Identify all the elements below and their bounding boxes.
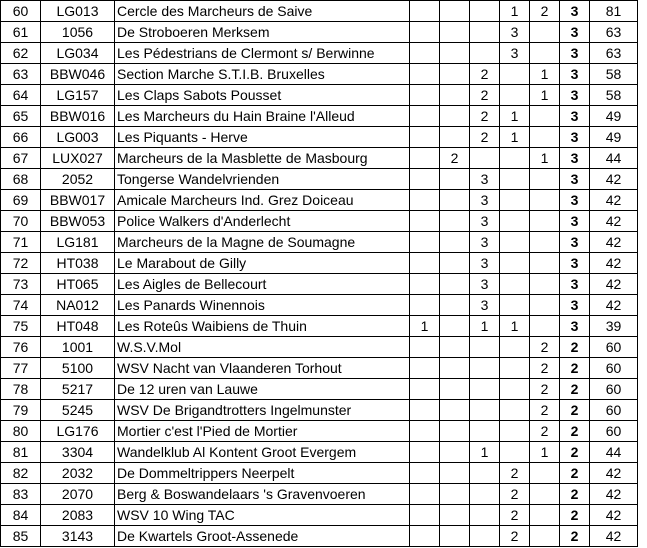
- cell-club-code: NA012: [41, 295, 115, 316]
- cell-rank: 74: [1, 295, 41, 316]
- cell-count-3: 3: [470, 190, 500, 211]
- cell-club-code: LG181: [41, 232, 115, 253]
- cell-count-4: [500, 169, 530, 190]
- cell-count-4: [500, 337, 530, 358]
- cell-count-1: [410, 526, 440, 547]
- table-row: [1, 148, 638, 169]
- cell-total: 3: [560, 22, 590, 43]
- cell-total: 2: [560, 442, 590, 463]
- cell-count-3: 3: [470, 169, 500, 190]
- cell-points: 42: [590, 463, 638, 484]
- cell-count-5: [530, 190, 560, 211]
- table-row: [1, 43, 638, 64]
- cell-count-5: 2: [530, 1, 560, 22]
- cell-count-5: [530, 463, 560, 484]
- cell-count-1: [410, 337, 440, 358]
- table-row: [1, 379, 638, 400]
- cell-count-2: [440, 274, 470, 295]
- cell-total: 2: [560, 379, 590, 400]
- table-row: [1, 190, 638, 211]
- cell-rank: 64: [1, 85, 41, 106]
- cell-count-5: 2: [530, 379, 560, 400]
- cell-count-5: 2: [530, 421, 560, 442]
- cell-count-2: [440, 43, 470, 64]
- cell-count-4: [500, 400, 530, 421]
- cell-points: 42: [590, 253, 638, 274]
- cell-count-4: 2: [500, 463, 530, 484]
- cell-points: 44: [590, 148, 638, 169]
- cell-count-1: [410, 148, 440, 169]
- cell-total: 3: [560, 148, 590, 169]
- cell-total: 3: [560, 1, 590, 22]
- cell-count-4: 3: [500, 22, 530, 43]
- cell-count-3: [470, 421, 500, 442]
- cell-rank: 70: [1, 211, 41, 232]
- cell-count-1: [410, 64, 440, 85]
- cell-club-code: 2032: [41, 463, 115, 484]
- cell-club-code: 2083: [41, 505, 115, 526]
- cell-club-name: Les Panards Winennois: [115, 295, 410, 316]
- cell-club-code: HT065: [41, 274, 115, 295]
- cell-club-name: WSV Nacht van Vlaanderen Torhout: [115, 358, 410, 379]
- cell-rank: 68: [1, 169, 41, 190]
- cell-count-5: [530, 106, 560, 127]
- cell-total: 3: [560, 253, 590, 274]
- cell-club-name: WSV De Brigandtrotters Ingelmunster: [115, 400, 410, 421]
- cell-count-2: [440, 190, 470, 211]
- cell-club-name: Amicale Marcheurs Ind. Grez Doiceau: [115, 190, 410, 211]
- cell-club-code: 5100: [41, 358, 115, 379]
- cell-points: 81: [590, 1, 638, 22]
- cell-count-1: [410, 232, 440, 253]
- cell-total: 2: [560, 400, 590, 421]
- cell-count-1: [410, 505, 440, 526]
- cell-count-4: 1: [500, 106, 530, 127]
- cell-count-3: [470, 22, 500, 43]
- cell-club-code: LUX027: [41, 148, 115, 169]
- table-row: [1, 526, 638, 547]
- cell-rank: 69: [1, 190, 41, 211]
- cell-points: 42: [590, 526, 638, 547]
- table-row: [1, 463, 638, 484]
- cell-count-5: 1: [530, 148, 560, 169]
- cell-rank: 81: [1, 442, 41, 463]
- cell-count-3: [470, 1, 500, 22]
- table-row: [1, 106, 638, 127]
- table-row: [1, 484, 638, 505]
- cell-rank: 79: [1, 400, 41, 421]
- cell-total: 3: [560, 274, 590, 295]
- cell-total: 3: [560, 211, 590, 232]
- cell-count-5: [530, 43, 560, 64]
- cell-count-2: [440, 232, 470, 253]
- cell-count-1: 1: [410, 316, 440, 337]
- cell-club-code: 2070: [41, 484, 115, 505]
- cell-club-name: Les Claps Sabots Pousset: [115, 85, 410, 106]
- cell-count-5: [530, 169, 560, 190]
- cell-count-4: 3: [500, 43, 530, 64]
- cell-club-name: Les Aigles de Bellecourt: [115, 274, 410, 295]
- cell-club-name: De Kwartels Groot-Assenede: [115, 526, 410, 547]
- cell-club-name: De Dommeltrippers Neerpelt: [115, 463, 410, 484]
- cell-count-3: 2: [470, 127, 500, 148]
- cell-points: 60: [590, 379, 638, 400]
- cell-total: 3: [560, 85, 590, 106]
- cell-count-2: [440, 442, 470, 463]
- cell-total: 2: [560, 505, 590, 526]
- cell-count-1: [410, 463, 440, 484]
- cell-points: 42: [590, 169, 638, 190]
- cell-club-code: LG034: [41, 43, 115, 64]
- cell-count-3: 2: [470, 106, 500, 127]
- cell-points: 58: [590, 85, 638, 106]
- cell-rank: 82: [1, 463, 41, 484]
- cell-rank: 65: [1, 106, 41, 127]
- cell-count-1: [410, 358, 440, 379]
- cell-club-name: Marcheurs de la Masblette de Masbourg: [115, 148, 410, 169]
- cell-count-4: [500, 358, 530, 379]
- cell-rank: 73: [1, 274, 41, 295]
- cell-count-4: [500, 421, 530, 442]
- table-row: [1, 295, 638, 316]
- cell-total: 3: [560, 106, 590, 127]
- cell-points: 60: [590, 337, 638, 358]
- cell-count-4: [500, 211, 530, 232]
- cell-count-1: [410, 190, 440, 211]
- cell-club-name: Les Piquants - Herve: [115, 127, 410, 148]
- cell-rank: 80: [1, 421, 41, 442]
- cell-count-3: [470, 148, 500, 169]
- cell-rank: 72: [1, 253, 41, 274]
- cell-points: 42: [590, 211, 638, 232]
- cell-rank: 63: [1, 64, 41, 85]
- cell-count-4: [500, 274, 530, 295]
- cell-count-3: [470, 358, 500, 379]
- cell-count-2: [440, 106, 470, 127]
- cell-club-name: Cercle des Marcheurs de Saive: [115, 1, 410, 22]
- cell-count-4: [500, 64, 530, 85]
- cell-club-code: BBW016: [41, 106, 115, 127]
- cell-club-name: De Stroboeren Merksem: [115, 22, 410, 43]
- cell-count-1: [410, 400, 440, 421]
- cell-count-4: [500, 295, 530, 316]
- cell-count-2: [440, 505, 470, 526]
- cell-points: 58: [590, 64, 638, 85]
- cell-count-1: [410, 211, 440, 232]
- cell-points: 60: [590, 358, 638, 379]
- cell-total: 3: [560, 169, 590, 190]
- cell-count-5: [530, 316, 560, 337]
- cell-club-name: Le Marabout de Gilly: [115, 253, 410, 274]
- cell-club-code: BBW053: [41, 211, 115, 232]
- cell-club-name: WSV 10 Wing TAC: [115, 505, 410, 526]
- cell-rank: 84: [1, 505, 41, 526]
- cell-club-name: Tongerse Wandelvrienden: [115, 169, 410, 190]
- cell-points: 60: [590, 421, 638, 442]
- cell-count-3: 3: [470, 274, 500, 295]
- cell-club-code: LG157: [41, 85, 115, 106]
- cell-count-2: [440, 316, 470, 337]
- cell-points: 63: [590, 22, 638, 43]
- cell-club-code: 5245: [41, 400, 115, 421]
- cell-count-1: [410, 442, 440, 463]
- cell-count-3: [470, 379, 500, 400]
- cell-count-3: [470, 526, 500, 547]
- table-row: [1, 1, 638, 22]
- cell-club-name: Mortier c'est l'Pied de Mortier: [115, 421, 410, 442]
- cell-count-3: [470, 505, 500, 526]
- cell-count-4: [500, 232, 530, 253]
- cell-count-1: [410, 274, 440, 295]
- cell-count-1: [410, 1, 440, 22]
- cell-count-4: 2: [500, 484, 530, 505]
- cell-count-5: [530, 295, 560, 316]
- cell-count-4: 2: [500, 505, 530, 526]
- cell-count-2: 2: [440, 148, 470, 169]
- cell-total: 2: [560, 526, 590, 547]
- cell-rank: 62: [1, 43, 41, 64]
- cell-total: 2: [560, 358, 590, 379]
- cell-count-2: [440, 400, 470, 421]
- cell-count-4: [500, 253, 530, 274]
- cell-total: 2: [560, 421, 590, 442]
- cell-club-name: Wandelklub Al Kontent Groot Evergem: [115, 442, 410, 463]
- cell-count-2: [440, 85, 470, 106]
- cell-club-name: Les Roteûs Waibiens de Thuin: [115, 316, 410, 337]
- cell-count-2: [440, 169, 470, 190]
- cell-count-3: [470, 484, 500, 505]
- cell-count-2: [440, 526, 470, 547]
- cell-count-2: [440, 253, 470, 274]
- table-row: [1, 232, 638, 253]
- cell-rank: 83: [1, 484, 41, 505]
- cell-points: 42: [590, 295, 638, 316]
- table-row: [1, 316, 638, 337]
- table-row: [1, 211, 638, 232]
- cell-points: 42: [590, 190, 638, 211]
- cell-count-2: [440, 22, 470, 43]
- cell-count-5: [530, 127, 560, 148]
- cell-rank: 60: [1, 1, 41, 22]
- cell-count-1: [410, 85, 440, 106]
- cell-count-1: [410, 22, 440, 43]
- cell-club-code: 3304: [41, 442, 115, 463]
- cell-count-1: [410, 379, 440, 400]
- cell-points: 49: [590, 106, 638, 127]
- cell-points: 44: [590, 442, 638, 463]
- cell-club-name: Marcheurs de la Magne de Soumagne: [115, 232, 410, 253]
- cell-total: 2: [560, 337, 590, 358]
- table-row: [1, 358, 638, 379]
- cell-club-code: 2052: [41, 169, 115, 190]
- cell-club-code: LG176: [41, 421, 115, 442]
- table-row: [1, 421, 638, 442]
- cell-count-5: [530, 232, 560, 253]
- cell-club-code: BBW046: [41, 64, 115, 85]
- cell-rank: 61: [1, 22, 41, 43]
- cell-count-4: [500, 148, 530, 169]
- cell-club-name: Les Pédestrians de Clermont s/ Berwinne: [115, 43, 410, 64]
- table-row: [1, 442, 638, 463]
- cell-count-5: 1: [530, 64, 560, 85]
- table-row: [1, 505, 638, 526]
- cell-club-name: Police Walkers d'Anderlecht: [115, 211, 410, 232]
- cell-count-2: [440, 358, 470, 379]
- cell-points: 60: [590, 400, 638, 421]
- cell-points: 42: [590, 274, 638, 295]
- cell-count-3: [470, 43, 500, 64]
- table-row: [1, 169, 638, 190]
- cell-count-1: [410, 169, 440, 190]
- cell-club-code: 1001: [41, 337, 115, 358]
- cell-rank: 78: [1, 379, 41, 400]
- cell-count-5: [530, 274, 560, 295]
- cell-total: 2: [560, 484, 590, 505]
- cell-count-3: 2: [470, 85, 500, 106]
- cell-count-4: [500, 85, 530, 106]
- cell-club-name: Berg & Boswandelaars 's Gravenvoeren: [115, 484, 410, 505]
- cell-count-4: [500, 442, 530, 463]
- table-row: [1, 253, 638, 274]
- cell-total: 3: [560, 190, 590, 211]
- cell-club-code: 1056: [41, 22, 115, 43]
- cell-total: 3: [560, 64, 590, 85]
- cell-rank: 77: [1, 358, 41, 379]
- table-row: [1, 337, 638, 358]
- cell-count-2: [440, 295, 470, 316]
- cell-count-1: [410, 484, 440, 505]
- cell-rank: 76: [1, 337, 41, 358]
- cell-count-2: [440, 484, 470, 505]
- cell-count-1: [410, 295, 440, 316]
- cell-rank: 75: [1, 316, 41, 337]
- cell-count-2: [440, 379, 470, 400]
- cell-count-3: 3: [470, 295, 500, 316]
- cell-count-2: [440, 127, 470, 148]
- cell-count-5: [530, 211, 560, 232]
- cell-club-name: Les Marcheurs du Hain Braine l'Alleud: [115, 106, 410, 127]
- cell-points: 42: [590, 505, 638, 526]
- cell-points: 63: [590, 43, 638, 64]
- cell-count-1: [410, 43, 440, 64]
- cell-count-5: [530, 526, 560, 547]
- cell-club-name: Section Marche S.T.I.B. Bruxelles: [115, 64, 410, 85]
- cell-count-2: [440, 421, 470, 442]
- cell-rank: 66: [1, 127, 41, 148]
- cell-count-3: 3: [470, 211, 500, 232]
- table-row: [1, 400, 638, 421]
- cell-count-1: [410, 106, 440, 127]
- cell-rank: 71: [1, 232, 41, 253]
- cell-total: 3: [560, 295, 590, 316]
- cell-count-5: [530, 505, 560, 526]
- cell-count-5: 2: [530, 337, 560, 358]
- cell-count-2: [440, 211, 470, 232]
- cell-count-4: 2: [500, 526, 530, 547]
- cell-total: 3: [560, 316, 590, 337]
- cell-club-code: LG003: [41, 127, 115, 148]
- cell-count-4: [500, 379, 530, 400]
- cell-count-2: [440, 64, 470, 85]
- cell-rank: 67: [1, 148, 41, 169]
- cell-count-5: [530, 253, 560, 274]
- cell-count-4: [500, 190, 530, 211]
- table-body: [1, 0, 638, 547]
- cell-count-2: [440, 1, 470, 22]
- cell-points: 42: [590, 232, 638, 253]
- cell-total: 3: [560, 127, 590, 148]
- table-row: [1, 274, 638, 295]
- cell-points: 49: [590, 127, 638, 148]
- cell-club-code: HT038: [41, 253, 115, 274]
- cell-count-3: 1: [470, 442, 500, 463]
- cell-count-3: 2: [470, 64, 500, 85]
- cell-club-code: LG013: [41, 1, 115, 22]
- cell-count-3: 3: [470, 232, 500, 253]
- cell-count-5: [530, 484, 560, 505]
- cell-count-3: 1: [470, 316, 500, 337]
- table-row: [1, 22, 638, 43]
- cell-club-code: 3143: [41, 526, 115, 547]
- cell-count-3: 3: [470, 253, 500, 274]
- cell-points: 42: [590, 484, 638, 505]
- cell-count-5: 2: [530, 400, 560, 421]
- cell-count-4: 1: [500, 1, 530, 22]
- cell-club-name: W.S.V.Mol: [115, 337, 410, 358]
- cell-count-3: [470, 337, 500, 358]
- cell-club-name: De 12 uren van Lauwe: [115, 379, 410, 400]
- cell-total: 3: [560, 232, 590, 253]
- cell-count-5: 1: [530, 85, 560, 106]
- cell-rank: 85: [1, 526, 41, 547]
- cell-count-1: [410, 127, 440, 148]
- table-row: [1, 85, 638, 106]
- cell-count-2: [440, 337, 470, 358]
- cell-points: 39: [590, 316, 638, 337]
- table-row: [1, 64, 638, 85]
- cell-total: 3: [560, 43, 590, 64]
- cell-count-4: 1: [500, 316, 530, 337]
- cell-count-5: [530, 22, 560, 43]
- cell-count-3: [470, 463, 500, 484]
- cell-club-code: BBW017: [41, 190, 115, 211]
- cell-count-5: 2: [530, 358, 560, 379]
- table-row: [1, 127, 638, 148]
- cell-club-code: HT048: [41, 316, 115, 337]
- cell-count-4: 1: [500, 127, 530, 148]
- cell-count-1: [410, 421, 440, 442]
- cell-count-1: [410, 253, 440, 274]
- cell-total: 2: [560, 463, 590, 484]
- cell-count-2: [440, 463, 470, 484]
- cell-club-code: 5217: [41, 379, 115, 400]
- cell-count-5: 1: [530, 442, 560, 463]
- cell-count-3: [470, 400, 500, 421]
